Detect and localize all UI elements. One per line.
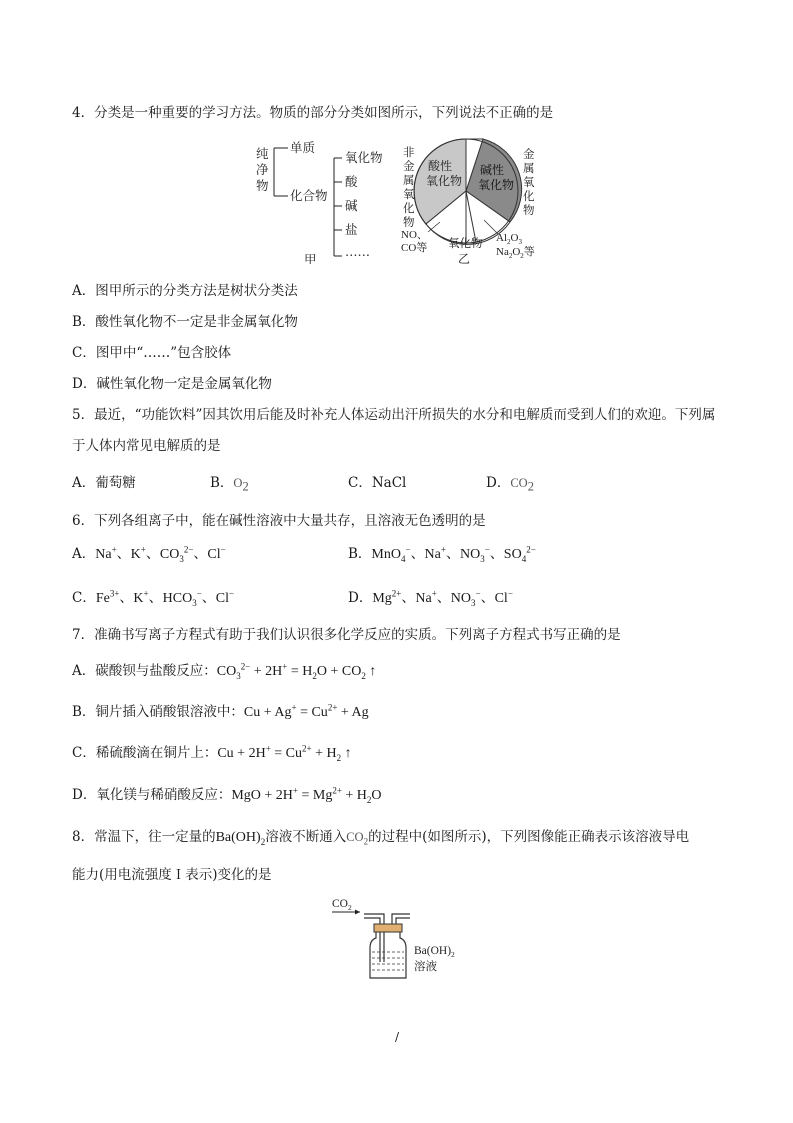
q5-option-d-formula: CO [510, 476, 528, 490]
q4-option-d: D．碱性氧化物一定是金属氧化物 [72, 376, 272, 392]
classification-tree [256, 140, 383, 264]
tree-simple-substance: 单质 [290, 140, 316, 155]
q6-option-c-label: C． [72, 590, 96, 606]
q7-option-a [72, 662, 376, 681]
tree-root-char: 物 [256, 178, 269, 193]
pie-left-char: 氧 [403, 187, 415, 201]
solution-label: $Ba(OH)_2$ [414, 945, 455, 959]
tree-compound: 化合物 [290, 188, 328, 203]
q5-option-b-label: B． [210, 475, 234, 491]
q7-option-b-label: B．铜片插入硝酸银溶液中： [72, 704, 244, 720]
pie-basic-label: 氧化物 [478, 178, 515, 192]
gas-label: $CO_2$ [332, 898, 352, 912]
pie-acidic-label: 氧化物 [426, 174, 463, 188]
q6-option-c-ions: $Fe^{3+}$、K+、$HCO_3^-$、Cl− [95, 588, 235, 608]
pie-left-char: 非 [403, 145, 415, 159]
q4-option-b: B．酸性氧化物不一定是非金属氧化物 [72, 314, 298, 330]
q6-option-a-ions: Na+、K+、$CO_3^{2-}$、Cl− [95, 544, 226, 564]
q7-option-d [72, 786, 382, 805]
solution-label-2: 溶液 [414, 959, 437, 973]
q8-stem-line1 [72, 828, 689, 847]
q6-option-b-label: B． [348, 546, 372, 562]
tree-root-char: 纯 [256, 146, 269, 161]
tree-item: …… [345, 244, 370, 259]
tree-item: 酸 [345, 174, 358, 189]
pie-left-char: 物 [403, 215, 415, 229]
q5-option-d-sub: 2 [527, 479, 534, 494]
q6-option-d-label: D． [348, 590, 373, 606]
q7-option-c-equation: $Cu + 2H^+ = Cu^{2+} + H_2$ ↑ [217, 743, 352, 763]
q7-option-a-label: A．碳酸钡与盐酸反应： [72, 663, 217, 679]
pie-caption: 乙 [458, 252, 471, 264]
q8-co2: $CO_2$ [346, 830, 369, 847]
q5-option-d-label: D． [486, 475, 511, 491]
q7-option-b-equation: $Cu + Ag^+ = Cu^{2+} + Ag$ [243, 702, 369, 720]
q6-option-a-label: A． [72, 546, 96, 562]
q7-option-a-equation: $CO_3^{2-} + 2H^+ = H_2O + CO_2$ ↑ [216, 661, 377, 681]
q4-stem: 4．分类是一种重要的学习方法。物质的部分分类如图所示，下列说法不正确的是 [72, 105, 554, 121]
q4-option-a: A．图甲所示的分类方法是树状分类法 [72, 283, 298, 299]
q6-option-a [72, 545, 226, 564]
q7-option-b [72, 703, 369, 722]
tree-item: 盐 [345, 222, 358, 237]
q4-figure [250, 134, 550, 264]
oxide-pie [401, 139, 535, 264]
pie-right-char: 物 [523, 203, 535, 217]
q5-option-b-sub: 2 [242, 479, 249, 494]
pie-bottom-label: 氧化物 [448, 236, 483, 250]
tree-caption: 甲 [304, 252, 317, 264]
pie-right-char: 属 [523, 161, 535, 175]
pie-right-char: 金 [523, 147, 535, 161]
q6-option-c [72, 589, 234, 608]
q8-stem-part: 8．常温下，往一定量的 [72, 829, 216, 845]
q6-option-d-ions: $Mg^{2+}$、Na+、$NO_3^-$、Cl− [372, 588, 513, 608]
gas-bottle-figure [330, 894, 470, 984]
pie-right-char: 化 [523, 189, 535, 203]
q6-option-d [348, 589, 513, 608]
pie-right-example-1: $Al_2O_3$ [496, 232, 522, 246]
q5-option-b-formula: O [233, 476, 243, 490]
q5-option-b [210, 474, 249, 492]
tree-item: 氧化物 [345, 150, 383, 165]
pie-basic-label: 碱性 [480, 163, 505, 177]
q7-option-d-label: D．氧化镁与稀硝酸反应： [72, 787, 232, 803]
pie-left-example: NO、 [401, 229, 428, 241]
q7-option-d-equation: MgO + $2H^+ = Mg^{2+} + H_2O$ [231, 785, 382, 805]
pie-left-char: 属 [403, 173, 415, 187]
pie-right-char: 氧 [523, 175, 535, 189]
pie-left-example: CO等 [401, 242, 428, 254]
q5-option-d [486, 474, 534, 492]
pie-left-char: 金 [403, 159, 415, 173]
tree-item: 碱 [345, 198, 358, 213]
q8-baoh2: $Ba(OH)_2$ [215, 830, 266, 847]
page-number: / [395, 1030, 400, 1044]
q5-option-a: A．葡萄糖 [72, 475, 136, 491]
q6-option-b [348, 545, 536, 564]
pie-acidic-label: 酸性 [428, 159, 453, 173]
pie-right-example-2: $Na_2O_2$等 [496, 246, 535, 260]
q7-option-c-label: C．稀硫酸滴在铜片上： [72, 745, 218, 761]
tree-root-char: 净 [256, 162, 269, 177]
q4-option-c: C．图甲中“……”包含胶体 [72, 345, 232, 361]
q5-stem-line2: 于人体内常见电解质的是 [72, 438, 221, 454]
q8-stem-part: 溶液不断通入 [265, 829, 347, 845]
q7-option-c [72, 744, 352, 763]
pie-left-char: 化 [403, 201, 415, 215]
q5-option-c: C．NaCl [348, 475, 407, 491]
q6-option-b-ions: MnO$_4$−、Na+、$NO_3^-$、$SO_4^{2-}$ [371, 544, 536, 564]
q8-stem-line2: 能力(用电流强度Ｉ表示)变化的是 [72, 867, 272, 883]
q6-stem: 6．下列各组离子中，能在碱性溶液中大量共存，且溶液无色透明的是 [72, 513, 486, 529]
q8-stem-part: 的过程中(如图所示)，下列图像能正确表示该溶液导电 [368, 829, 690, 845]
q7-stem: 7．准确书写离子方程式有助于我们认识很多化学反应的实质。下列离子方程式书写正确的是 [72, 627, 621, 643]
q5-stem-line1: 5．最近，“功能饮料”因其饮用后能及时补充人体运动出汗所损失的水分和电解质而受到人们的欢迎。下列属 [72, 407, 716, 423]
